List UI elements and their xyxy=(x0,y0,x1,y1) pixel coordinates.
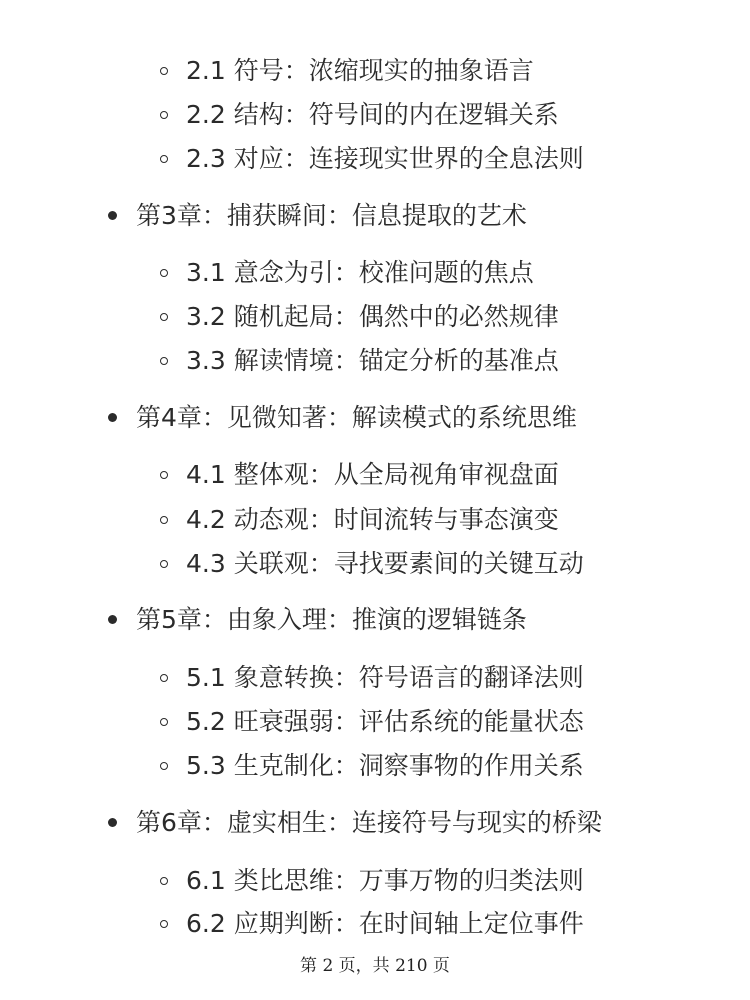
toc-section-3-1 xyxy=(160,260,534,285)
toc-chapter-4 xyxy=(108,405,577,430)
toc-section-label: 6.1 类比思维：万事万物的归类法则 xyxy=(186,866,584,895)
toc-chapter-label: 第5章：由象入理：推演的逻辑链条 xyxy=(136,605,527,634)
circle-bullet-icon xyxy=(160,313,168,321)
toc-section-label: 6.2 应期判断：在时间轴上定位事件 xyxy=(186,909,584,938)
toc-section-label: 2.1 符号：浓缩现实的抽象语言 xyxy=(186,56,534,85)
toc-chapter-label: 第4章：见微知著：解读模式的系统思维 xyxy=(136,403,577,432)
disc-bullet-icon xyxy=(108,211,117,220)
toc-section-label: 2.3 对应：连接现实世界的全息法则 xyxy=(186,144,584,173)
toc-chapter-3 xyxy=(108,203,527,228)
circle-bullet-icon xyxy=(160,674,168,682)
circle-bullet-icon xyxy=(160,67,168,75)
toc-section-5-1 xyxy=(160,665,584,690)
toc-section-2-2 xyxy=(160,102,559,127)
circle-bullet-icon xyxy=(160,718,168,726)
toc-section-label: 2.2 结构：符号间的内在逻辑关系 xyxy=(186,100,559,129)
toc-section-5-2 xyxy=(160,709,584,734)
circle-bullet-icon xyxy=(160,155,168,163)
circle-bullet-icon xyxy=(160,357,168,365)
toc-section-5-3 xyxy=(160,753,584,778)
toc-section-label: 3.2 随机起局：偶然中的必然规律 xyxy=(186,302,559,331)
disc-bullet-icon xyxy=(108,615,117,624)
circle-bullet-icon xyxy=(160,516,168,524)
circle-bullet-icon xyxy=(160,269,168,277)
toc-section-label: 5.2 旺衰强弱：评估系统的能量状态 xyxy=(186,707,584,736)
toc-chapter-label: 第6章：虚实相生：连接符号与现实的桥梁 xyxy=(136,808,602,837)
page-number-footer: 第 2 页，共 210 页 xyxy=(300,956,450,976)
toc-section-3-2 xyxy=(160,304,559,329)
circle-bullet-icon xyxy=(160,471,168,479)
disc-bullet-icon xyxy=(108,818,117,827)
circle-bullet-icon xyxy=(160,920,168,928)
toc-section-label: 4.3 关联观：寻找要素间的关键互动 xyxy=(186,549,584,578)
toc-section-2-1 xyxy=(160,58,534,83)
toc-section-4-2 xyxy=(160,507,559,532)
circle-bullet-icon xyxy=(160,762,168,770)
toc-section-2-3 xyxy=(160,146,584,171)
toc-section-label: 4.1 整体观：从全局视角审视盘面 xyxy=(186,460,559,489)
disc-bullet-icon xyxy=(108,413,117,422)
toc-section-4-3 xyxy=(160,551,584,576)
toc-chapter-5 xyxy=(108,607,527,632)
toc-section-label: 5.3 生克制化：洞察事物的作用关系 xyxy=(186,751,584,780)
toc-section-label: 3.1 意念为引：校准问题的焦点 xyxy=(186,258,534,287)
toc-chapter-label: 第3章：捕获瞬间：信息提取的艺术 xyxy=(136,201,527,230)
toc-chapter-6 xyxy=(108,810,602,835)
toc-section-4-1 xyxy=(160,462,559,487)
toc-section-label: 4.2 动态观：时间流转与事态演变 xyxy=(186,505,559,534)
toc-section-3-3 xyxy=(160,348,559,373)
toc-section-6-1 xyxy=(160,868,584,893)
toc-section-label: 5.1 象意转换：符号语言的翻译法则 xyxy=(186,663,584,692)
toc-section-label: 3.3 解读情境：锚定分析的基准点 xyxy=(186,346,559,375)
circle-bullet-icon xyxy=(160,877,168,885)
circle-bullet-icon xyxy=(160,560,168,568)
toc-section-6-2 xyxy=(160,911,584,936)
circle-bullet-icon xyxy=(160,111,168,119)
